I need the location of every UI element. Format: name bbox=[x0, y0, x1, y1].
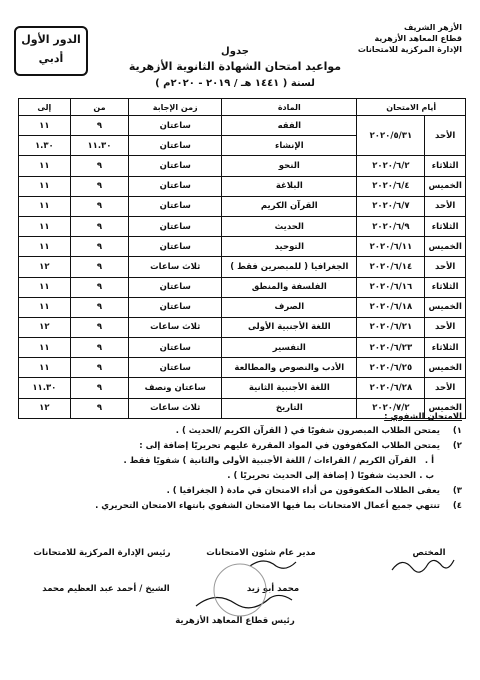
cell-duration: ساعتان bbox=[129, 216, 222, 236]
cell-duration: ثلاث ساعات bbox=[129, 398, 222, 418]
cell-from: ٩ bbox=[70, 297, 129, 317]
cell-subject: التاريخ bbox=[222, 398, 357, 418]
cell-date: ٢٠٢٠/٥/٣١ bbox=[357, 116, 425, 156]
authority-line-3: الإدارة المركزية للامتحانات bbox=[357, 45, 462, 54]
cell-duration: ساعتان ونصف bbox=[129, 378, 222, 398]
cell-subject: النحو bbox=[222, 156, 357, 176]
cell-date: ٢٠٢٠/٦/٤ bbox=[357, 176, 425, 196]
cell-subject: الجغرافيا ( للمبصرين فقط ) bbox=[222, 257, 357, 277]
header-from: من bbox=[70, 99, 129, 116]
cell-to: ١١ bbox=[19, 176, 71, 196]
cell-day: الخميس bbox=[425, 358, 466, 378]
cell-day: الثلاثاء bbox=[425, 216, 466, 236]
title-line-2: مواعيد امتحان الشهادة الثانوية الأزهرية bbox=[128, 60, 342, 73]
cell-duration: ساعتان bbox=[129, 176, 222, 196]
cell-duration: ساعتان bbox=[129, 156, 222, 176]
cell-day: الثلاثاء bbox=[425, 156, 466, 176]
title-line-1: جدول bbox=[221, 46, 249, 57]
cell-from: ٩ bbox=[70, 257, 129, 277]
cell-from: ٩ bbox=[70, 317, 129, 337]
cell-to: ١١ bbox=[19, 237, 71, 257]
cell-date: ٢٠٢٠/٦/٢١ bbox=[357, 317, 425, 337]
cell-day: الأحد bbox=[425, 257, 466, 277]
cell-from: ٩ bbox=[70, 398, 129, 418]
cell-date: ٢٠٢٠/٦/٢٣ bbox=[357, 338, 425, 358]
cell-date: ٢٠٢٠/٦/١١ bbox=[357, 237, 425, 257]
cell-subject: اللغة الأجنبية الأولى bbox=[222, 317, 357, 337]
cell-date: ٢٠٢٠/٦/١٨ bbox=[357, 297, 425, 317]
cell-duration: ساعتان bbox=[129, 237, 222, 257]
header-day: أيام الامتحان bbox=[357, 99, 466, 116]
cell-from: ٩ bbox=[70, 277, 129, 297]
note-text: الحديث شفويًا ( إضافة إلى الحديث تحريريًا ) . bbox=[227, 471, 416, 481]
cell-subject: الإنشاء bbox=[222, 136, 357, 156]
authority-line-1: الأزهر الشريف bbox=[403, 23, 462, 32]
authority-line-2: قطاع المعاهد الأزهرية bbox=[374, 34, 462, 43]
cell-day: الأحد bbox=[425, 317, 466, 337]
signature-name-director: محمد أبو زيد bbox=[246, 584, 300, 594]
cell-from: ٩ bbox=[70, 116, 129, 136]
note-text: يعفى الطلاب المكفوفون من أداء الامتحان في مادة ( الجغرافيا ) . bbox=[166, 486, 440, 496]
cell-subject: القرآن الكريم bbox=[222, 196, 357, 216]
cell-from: ٩ bbox=[70, 196, 129, 216]
note-text: تنتهي جميع أعمال الامتحانات بما فيها الامتحان الشفوي بانتهاء الامتحان التحريري . bbox=[95, 501, 440, 511]
note-text: يمتحن الطلاب المبصرون شفويًا في ( القرآن الكريم /الحديث ) . bbox=[175, 426, 440, 436]
cell-duration: ساعتان bbox=[129, 196, 222, 216]
cell-day: الأحد bbox=[425, 196, 466, 216]
cell-subject: الأدب والنصوص والمطالعة bbox=[222, 358, 357, 378]
cell-subject: الحديث bbox=[222, 216, 357, 236]
cell-to: ١١ bbox=[19, 196, 71, 216]
note-number: ٤) bbox=[452, 501, 462, 511]
cell-to: ١٢ bbox=[19, 398, 71, 418]
cell-to: ١٢ bbox=[19, 257, 71, 277]
cell-to: ١١ bbox=[19, 216, 71, 236]
cell-date: ٢٠٢٠/٧/٢ bbox=[357, 398, 425, 418]
header-to: إلى bbox=[19, 99, 71, 116]
cell-date: ٢٠٢٠/٦/١٤ bbox=[357, 257, 425, 277]
cell-subject: التوحيد bbox=[222, 237, 357, 257]
cell-day: الخميس bbox=[425, 176, 466, 196]
title-line-3: لسنة ( ١٤٤١ هـ / ٢٠١٩ - ٢٠٢٠م ) bbox=[155, 78, 315, 89]
official-stamp bbox=[214, 564, 266, 616]
cell-from: ٩ bbox=[70, 338, 129, 358]
cell-from: ٩ bbox=[70, 237, 129, 257]
cell-subject: البلاغة bbox=[222, 176, 357, 196]
cell-day: الخميس bbox=[425, 237, 466, 257]
cell-date: ٢٠٢٠/٦/٩ bbox=[357, 216, 425, 236]
handwritten-signature-sector-head bbox=[196, 595, 292, 607]
header-duration: زمن الإجابة bbox=[129, 99, 222, 116]
cell-to: ١١ bbox=[19, 338, 71, 358]
note-number: ٢) bbox=[452, 441, 462, 451]
cell-duration: ساعتان bbox=[129, 358, 222, 378]
level-line-1: الدور الأول bbox=[21, 33, 81, 46]
cell-from: ٩ bbox=[70, 358, 129, 378]
signature-title-sector-head: رئيس قطاع المعاهد الأزهرية bbox=[175, 616, 295, 626]
cell-subject: التفسير bbox=[222, 338, 357, 358]
cell-day: الأحد bbox=[425, 378, 466, 398]
cell-duration: ساعتان bbox=[129, 277, 222, 297]
handwritten-signature-director bbox=[250, 561, 296, 568]
cell-date: ٢٠٢٠/٦/٢ bbox=[357, 156, 425, 176]
cell-to: ١١ bbox=[19, 156, 71, 176]
cell-subject: اللغة الأجنبية الثانية bbox=[222, 378, 357, 398]
notes-heading: الامتحان الشفوي : bbox=[384, 412, 462, 422]
cell-to: ١١ bbox=[19, 358, 71, 378]
cell-to: ١١ bbox=[19, 297, 71, 317]
cell-duration: ساعتان bbox=[129, 116, 222, 136]
cell-day: الثلاثاء bbox=[425, 277, 466, 297]
note-text: يمتحن الطلاب المكفوفون في المواد المقررة عليهم تحريريًا إضافة إلى : bbox=[139, 441, 440, 451]
handwritten-signature-specialist bbox=[392, 560, 454, 572]
signature-title-director: مدير عام شئون الامتحانات bbox=[206, 548, 316, 558]
signature-title-head: رئيس الإدارة المركزية للامتحانات bbox=[33, 548, 171, 558]
cell-day: الثلاثاء bbox=[425, 338, 466, 358]
cell-date: ٢٠٢٠/٦/٢٥ bbox=[357, 358, 425, 378]
cell-duration: ثلاث ساعات bbox=[129, 317, 222, 337]
cell-date: ٢٠٢٠/٦/٢٨ bbox=[357, 378, 425, 398]
cell-subject: الصرف bbox=[222, 297, 357, 317]
header-subject: المادة bbox=[222, 99, 357, 116]
signature-title-specialist: المختص bbox=[412, 548, 446, 558]
note-number: ١) bbox=[452, 426, 462, 436]
cell-duration: ساعتان bbox=[129, 297, 222, 317]
cell-from: ٩ bbox=[70, 156, 129, 176]
cell-day: الخميس bbox=[425, 398, 466, 418]
note-number: أ . bbox=[424, 456, 434, 466]
cell-subject: الفلسفة والمنطق bbox=[222, 277, 357, 297]
cell-to: ١١ bbox=[19, 116, 71, 136]
cell-from: ٩ bbox=[70, 176, 129, 196]
cell-duration: ثلاث ساعات bbox=[129, 257, 222, 277]
cell-to: ١.٣٠ bbox=[19, 136, 71, 156]
cell-day: الأحد bbox=[425, 116, 466, 156]
cell-from: ١١.٣٠ bbox=[70, 136, 129, 156]
level-line-2: أدبي bbox=[38, 52, 64, 65]
cell-duration: ساعتان bbox=[129, 136, 222, 156]
cell-date: ٢٠٢٠/٦/١٦ bbox=[357, 277, 425, 297]
cell-from: ٩ bbox=[70, 378, 129, 398]
cell-from: ٩ bbox=[70, 216, 129, 236]
cell-date: ٢٠٢٠/٦/٧ bbox=[357, 196, 425, 216]
cell-subject: الفقه bbox=[222, 116, 357, 136]
cell-day: الخميس bbox=[425, 297, 466, 317]
signature-name-head: الشيخ / أحمد عبد العظيم محمد bbox=[42, 584, 170, 594]
note-number: ب . bbox=[419, 471, 434, 481]
cell-duration: ساعتان bbox=[129, 338, 222, 358]
note-number: ٣) bbox=[452, 486, 462, 496]
cell-to: ١١.٣٠ bbox=[19, 378, 71, 398]
cell-to: ١٢ bbox=[19, 317, 71, 337]
note-text: القرآن الكريم / القراءات / اللغة الأجنبية الأولى والثانية ) شفويًا فقط . bbox=[123, 456, 416, 466]
cell-to: ١١ bbox=[19, 277, 71, 297]
